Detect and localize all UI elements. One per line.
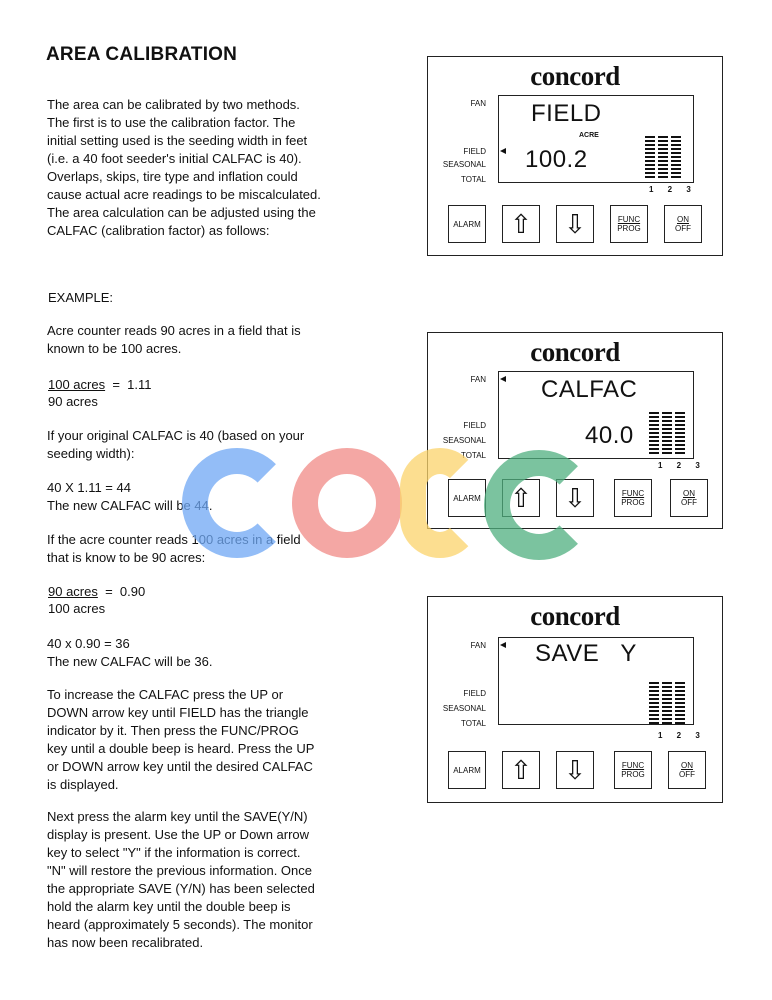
down-button[interactable] bbox=[556, 205, 594, 243]
bar-1 bbox=[649, 412, 659, 454]
text-line: Next press the alarm key until the SAVE(Y/N) bbox=[47, 809, 308, 824]
text-line: heard (approximately 5 seconds). The monitor bbox=[47, 917, 313, 932]
alarm-label: ALARM bbox=[453, 493, 481, 503]
lcd-unit-text: ACRE bbox=[579, 132, 599, 139]
calc2-paragraph bbox=[47, 635, 377, 671]
alarm-button[interactable] bbox=[448, 751, 486, 789]
lcd-mode-text: SAVE Y bbox=[535, 640, 637, 667]
func-prog-button[interactable] bbox=[614, 479, 652, 517]
text-line: If your original CALFAC is 40 (based on your bbox=[47, 428, 305, 443]
text-line: (i.e. a 40 foot seeder's initial CALFAC is 40). bbox=[47, 151, 302, 166]
text-line: indicator by it. Then press the FUNC/PROG bbox=[47, 723, 299, 738]
text-line: DOWN arrow key until FIELD has the triangle bbox=[47, 705, 309, 720]
bar-graph bbox=[645, 136, 681, 178]
text-line: 40 X 1.11 = 44 bbox=[47, 480, 131, 495]
fraction-numerator: 100 acres bbox=[48, 377, 106, 392]
text-line: has now been recalibrated. bbox=[47, 935, 204, 950]
bar-3 bbox=[675, 682, 685, 724]
field-label: FIELD bbox=[463, 421, 486, 430]
fraction-2 bbox=[48, 583, 145, 617]
on-off-button[interactable] bbox=[664, 205, 702, 243]
example-label: EXAMPLE: bbox=[48, 290, 114, 305]
text-line: or DOWN arrow key until the desired CALFAC bbox=[47, 759, 313, 774]
text-line: key to select "Y" if the information is correct. bbox=[47, 845, 301, 860]
off-label: OFF bbox=[675, 224, 691, 233]
watermark-g-shape bbox=[292, 448, 402, 558]
example1-paragraph bbox=[47, 322, 377, 358]
on-label: ON bbox=[683, 489, 695, 498]
text-line: initial setting used is the seeding width in feet bbox=[47, 133, 308, 148]
field-label: FIELD bbox=[463, 147, 486, 156]
fan-label: FAN bbox=[470, 641, 486, 650]
seasonal-label: SEASONAL bbox=[442, 704, 486, 713]
up-button[interactable] bbox=[502, 205, 540, 243]
lcd-display bbox=[498, 371, 694, 459]
increase-paragraph bbox=[47, 686, 377, 794]
prog-label: PROG bbox=[621, 498, 645, 507]
watermark-c2-shape bbox=[484, 450, 594, 560]
lcd-value-text: 100.2 bbox=[525, 146, 588, 173]
prog-label: PROG bbox=[621, 770, 645, 779]
text-line: Overlaps, skips, tire type and inflation could bbox=[47, 169, 298, 184]
text-line: display is present. Use the UP or Down arrow bbox=[47, 827, 310, 842]
on-label: ON bbox=[681, 761, 693, 770]
next-paragraph bbox=[47, 808, 377, 952]
bar-2 bbox=[658, 136, 668, 178]
alarm-button[interactable] bbox=[448, 205, 486, 243]
bar-3 bbox=[675, 412, 685, 454]
text-line: hold the alarm key until the double beep is bbox=[47, 899, 291, 914]
total-label: TOTAL bbox=[460, 719, 486, 728]
func-label: FUNC bbox=[617, 215, 641, 224]
watermark-s-shape bbox=[400, 448, 480, 558]
up-arrow-icon: ⇧ bbox=[510, 209, 532, 239]
concord-logo: concord bbox=[530, 601, 620, 631]
field-label: FIELD bbox=[463, 689, 486, 698]
bar-graph bbox=[649, 682, 685, 724]
off-label: OFF bbox=[681, 498, 697, 507]
lcd-mode-text: FIELD bbox=[531, 100, 602, 127]
text-line: key until a double beep is heard. Press the UP bbox=[47, 741, 315, 756]
intro-paragraph bbox=[47, 96, 377, 240]
on-off-button[interactable] bbox=[668, 751, 706, 789]
text-line: 40 x 0.90 = 36 bbox=[47, 636, 130, 651]
fraction-1 bbox=[48, 376, 151, 410]
text-line: The first is to use the calibration factor. The bbox=[47, 115, 296, 130]
text-line: seeding width): bbox=[47, 446, 135, 461]
bar-1 bbox=[649, 682, 659, 724]
bar-2 bbox=[662, 412, 672, 454]
monitor-panel-save bbox=[427, 596, 723, 803]
page-title: AREA CALIBRATION bbox=[46, 44, 238, 65]
total-label: TOTAL bbox=[460, 175, 486, 184]
text-line: is displayed. bbox=[47, 777, 119, 792]
lcd-display bbox=[498, 637, 694, 725]
bar-2 bbox=[662, 682, 672, 724]
lcd-display bbox=[498, 95, 694, 183]
bar-graph bbox=[649, 412, 685, 454]
func-prog-button[interactable] bbox=[610, 205, 648, 243]
on-off-button[interactable] bbox=[670, 479, 708, 517]
func-prog-button[interactable] bbox=[614, 751, 652, 789]
prog-label: PROG bbox=[617, 224, 641, 233]
seasonal-label: SEASONAL bbox=[442, 436, 486, 445]
fraction-result: = 0.90 bbox=[97, 584, 146, 599]
fan-label: FAN bbox=[470, 375, 486, 384]
on-label: ON bbox=[677, 215, 689, 224]
func-label: FUNC bbox=[621, 761, 645, 770]
text-line: Acre counter reads 90 acres in a field that is bbox=[47, 323, 301, 338]
text-line: known to be 100 acres. bbox=[47, 341, 182, 356]
up-arrow-icon: ⇧ bbox=[510, 483, 532, 513]
seasonal-label: SEASONAL bbox=[442, 160, 486, 169]
down-arrow-icon: ⇩ bbox=[564, 209, 586, 239]
concord-logo: concord bbox=[530, 337, 620, 367]
bar-1 bbox=[645, 136, 655, 178]
text-line: The new CALFAC will be 36. bbox=[47, 654, 213, 669]
up-arrow-icon: ⇧ bbox=[510, 755, 532, 785]
func-label: FUNC bbox=[621, 489, 645, 498]
lcd-mode-text: CALFAC bbox=[541, 376, 638, 403]
lcd-value-text: 40.0 bbox=[585, 422, 634, 449]
bar-numbers: 1 2 3 bbox=[658, 731, 706, 740]
fraction-denominator: 90 acres bbox=[48, 394, 98, 409]
off-label: OFF bbox=[679, 770, 695, 779]
down-button[interactable] bbox=[556, 751, 594, 789]
bar-numbers: 1 2 3 bbox=[658, 461, 706, 470]
total-label: TOTAL bbox=[460, 451, 486, 460]
text-line: cause actual acre readings to be miscalculated. bbox=[47, 187, 321, 202]
text-line: To increase the CALFAC press the UP or bbox=[47, 687, 284, 702]
fraction-result: = 1.11 bbox=[105, 377, 152, 392]
fan-label: FAN bbox=[470, 99, 486, 108]
text-line: CALFAC (calibration factor) as follows: bbox=[47, 223, 270, 238]
text-line: that is know to be 90 acres: bbox=[47, 550, 206, 565]
bar-numbers: 1 2 3 bbox=[649, 185, 697, 194]
watermark-c-shape bbox=[182, 448, 292, 558]
text-line: The area can be calibrated by two methods. bbox=[47, 97, 300, 112]
text-line: "N" will restore the previous information. Once bbox=[47, 863, 313, 878]
up-button[interactable] bbox=[502, 751, 540, 789]
monitor-panel-field bbox=[427, 56, 723, 256]
bar-3 bbox=[671, 136, 681, 178]
down-arrow-icon: ⇩ bbox=[564, 483, 586, 513]
text-line: The area calculation can be adjusted using the bbox=[47, 205, 316, 220]
alarm-label: ALARM bbox=[453, 219, 481, 229]
alarm-label: ALARM bbox=[453, 765, 481, 775]
text-line: The new CALFAC will be 44. bbox=[47, 498, 213, 513]
fraction-denominator: 100 acres bbox=[48, 601, 106, 616]
text-line: the appropriate SAVE (Y/N) has been selected bbox=[47, 881, 315, 896]
down-arrow-icon: ⇩ bbox=[564, 755, 586, 785]
text-line: If the acre counter reads 100 acres in a field bbox=[47, 532, 301, 547]
concord-logo: concord bbox=[530, 61, 620, 91]
fraction-numerator: 90 acres bbox=[48, 584, 98, 599]
